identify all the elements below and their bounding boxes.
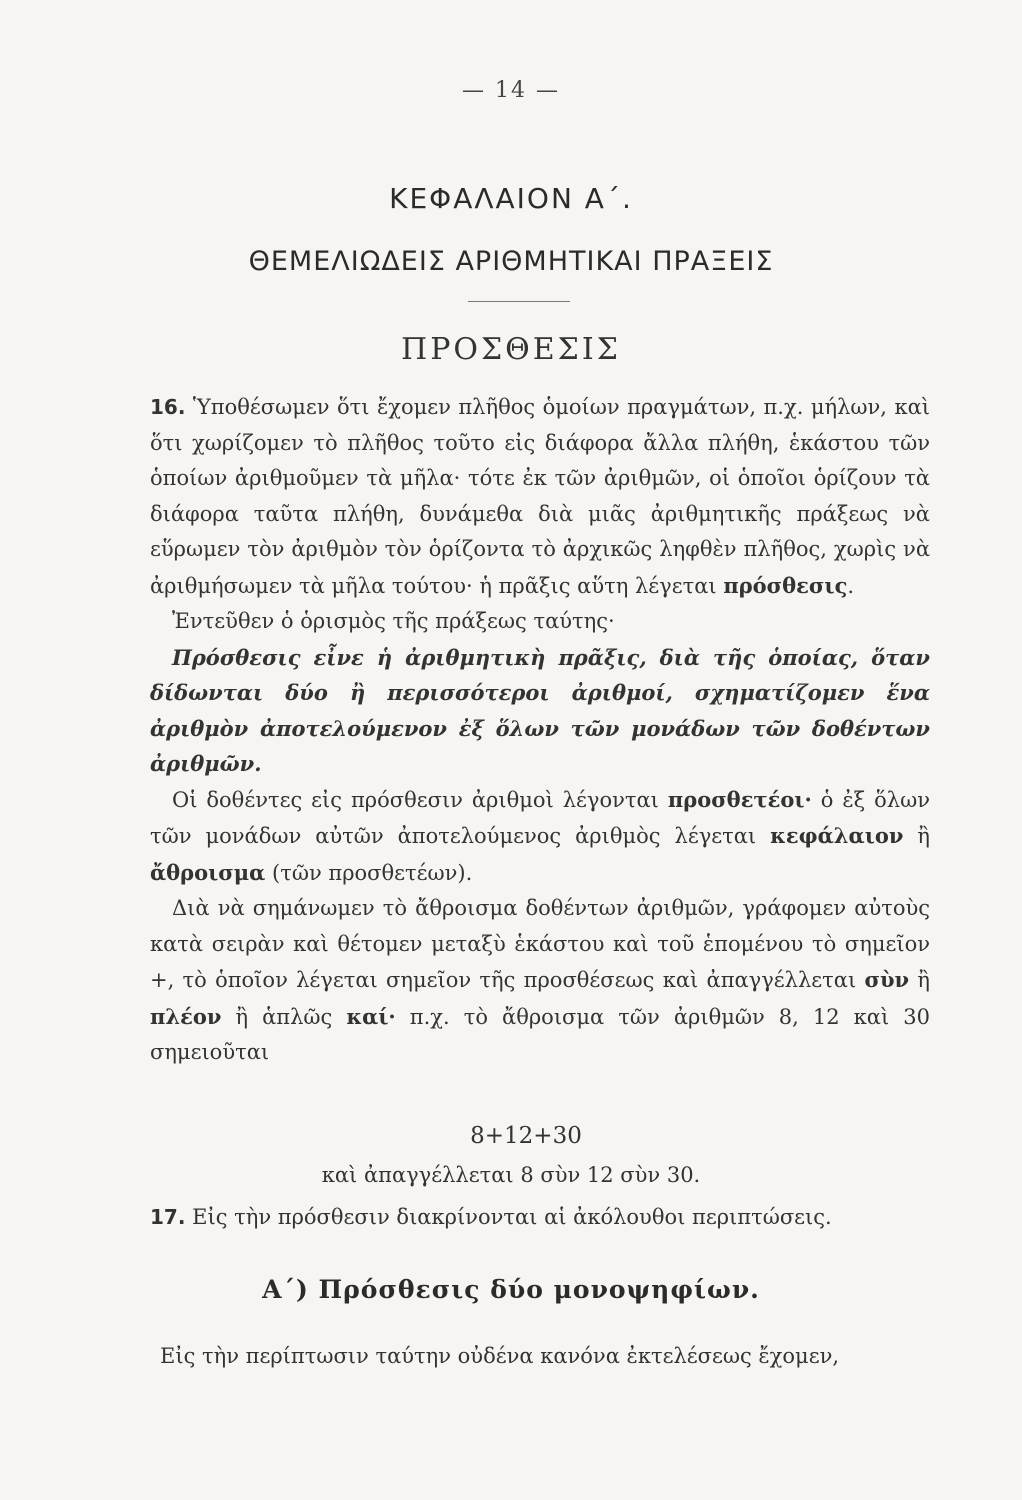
chapter-title: ΚΕΦΑΛΑΙΟΝ Α΄. (389, 182, 633, 215)
subheading: Α΄) Πρόσθεσις δύο μονοψηφίων. (262, 1275, 760, 1304)
paragraph-16: 16. Ὑποθέσωμεν ὅτι ἔχομεν πλῆθος ὁμοίων πραγμάτων, π.χ. μήλων, καὶ ὅτι χωρίζομεν τὸ πλῆθος τοῦτο εἰς διάφορα ἄλλα πλήθη, ἑκάστου τῶν ὁποίων ἀριθμοῦμεν τὰ μῆλα· τότε ἐκ τῶν ἀριθμῶν, οἱ ὁποῖοι ὁρίζουν τὰ διάφορα ταῦτα πλήθη, δυνάμεθα διὰ μιᾶς ἀριθμητικῆς πράξεως νὰ εὕρωμεν τὸν ἀριθμὸν τὸν ὁρίζοντα τὸ ἀρχικῶς ληφθὲν πλῆθος, χωρὶς νὰ ἀριθμήσωμεν τὰ μῆλα τούτου· ἡ πρᾶξις αὕτη λέγεται πρόσθεσις. (150, 395, 930, 598)
term-kai: καί· (346, 1003, 396, 1029)
term-pleon: πλέον (150, 1003, 222, 1029)
section-title: ΠΡΟΣΘΕΣΙΣ (401, 332, 621, 367)
term-kefalaion: κεφάλαιον (770, 823, 904, 848)
paragraph-number: 16. (150, 395, 186, 419)
definition-intro: Ἐντεῦθεν ὁ ὁρισμὸς τῆς πράξεως ταύτης· (172, 609, 615, 633)
formula: 8+12+30 (470, 1123, 582, 1149)
formula-reading: καὶ ἀπαγγέλλεται 8 σὺν 12 σὺν 30. (321, 1163, 701, 1187)
paragraph-text: Εἰς τὴν πρόσθεσιν διακρίνονται αἱ ἀκόλουθοι περιπτώσεις. (192, 1205, 832, 1229)
paragraph-number: 17. (150, 1205, 186, 1229)
term-prostheteoi: προσθετέοι· (667, 786, 812, 812)
term-athroisma: ἄθροισμα (150, 859, 266, 885)
term-prosthesis: πρόσθεσις (723, 572, 848, 598)
terms-paragraph: Οἱ δοθέντες εἰς πρόσθεσιν ἀριθμοὶ λέγονται προσθετέοι· ὁ ἐξ ὅλων τῶν μονάδων αὐτῶν ἀποτελούμενος ἀριθμὸς λέγεται κεφάλαιον ἢ ἄθροισμα (τῶν προσθετέων). (150, 786, 930, 885)
divider (468, 301, 570, 302)
last-line: Εἰς τὴν περίπτωσιν ταύτην οὐδένα κανόνα ἐκτελέσεως ἔχομεν, (160, 1344, 840, 1368)
main-text (150, 390, 930, 1071)
notation-paragraph: Διὰ νὰ σημάνωμεν τὸ ἄθροισμα δοθέντων ἀριθμῶν, γράφομεν αὐτοὺς κατὰ σειρὰν καὶ θέτομεν μεταξὺ ἑκάστου καὶ τοῦ ἑπομένου τὸ σημεῖον +, τὸ ὁποῖον λέγεται σημεῖον τῆς προσθέσεως καὶ ἀπαγγέλλεται σὺν ἢ πλέον ἢ ἁπλῶς καί· π.χ. τὸ ἄθροισμα τῶν ἀριθμῶν 8, 12 καὶ 30 σημειοῦται (150, 896, 931, 1064)
paragraph-text: Ὑποθέσωμεν ὅτι ἔχομεν πλῆθος ὁμοίων πραγμάτων, π.χ. μήλων, καὶ ὅτι χωρίζομεν τὸ πλῆθος τοῦτο εἰς διάφορα ἄλλα πλήθη, ἑκάστου τῶν ὁποίων ἀριθμοῦμεν τὰ μῆλα· τότε ἐκ τῶν ἀριθμῶν, οἱ ὁποῖοι ὁρίζουν τὰ διάφορα ταῦτα πλήθη, δυνάμεθα διὰ μιᾶς ἀριθμητικῆς πράξεως νὰ εὕρωμεν τὸν ἀριθμὸν τὸν ὁρίζοντα τὸ ἀρχικῶς ληφθὲν πλῆθος, χωρὶς νὰ ἀριθμήσωμεν τὰ μῆλα τούτου· ἡ πρᾶξις αὕτη λέγεται (150, 395, 930, 598)
paragraph-17 (150, 1200, 930, 1235)
definition: Πρόσθεσις εἶνε ἡ ἀριθμητικὴ πρᾶξις, διὰ τῆς ὁποίας, ὅταν δίδωνται δύο ἢ περισσότεροι ἀριθμοί, σχηματίζομεν ἕνα ἀριθμὸν ἀποτελούμενον ἐξ ὅλων τῶν μονάδων τῶν δοθέντων ἀριθμῶν. (150, 644, 930, 776)
page-number: — 14 — (462, 78, 560, 103)
chapter-subtitle: ΘΕΜΕΛΙΩΔΕΙΣ ΑΡΙΘΜΗΤΙΚΑΙ ΠΡΑΞΕΙΣ (248, 246, 774, 277)
term-syn: σὺν (864, 967, 910, 992)
